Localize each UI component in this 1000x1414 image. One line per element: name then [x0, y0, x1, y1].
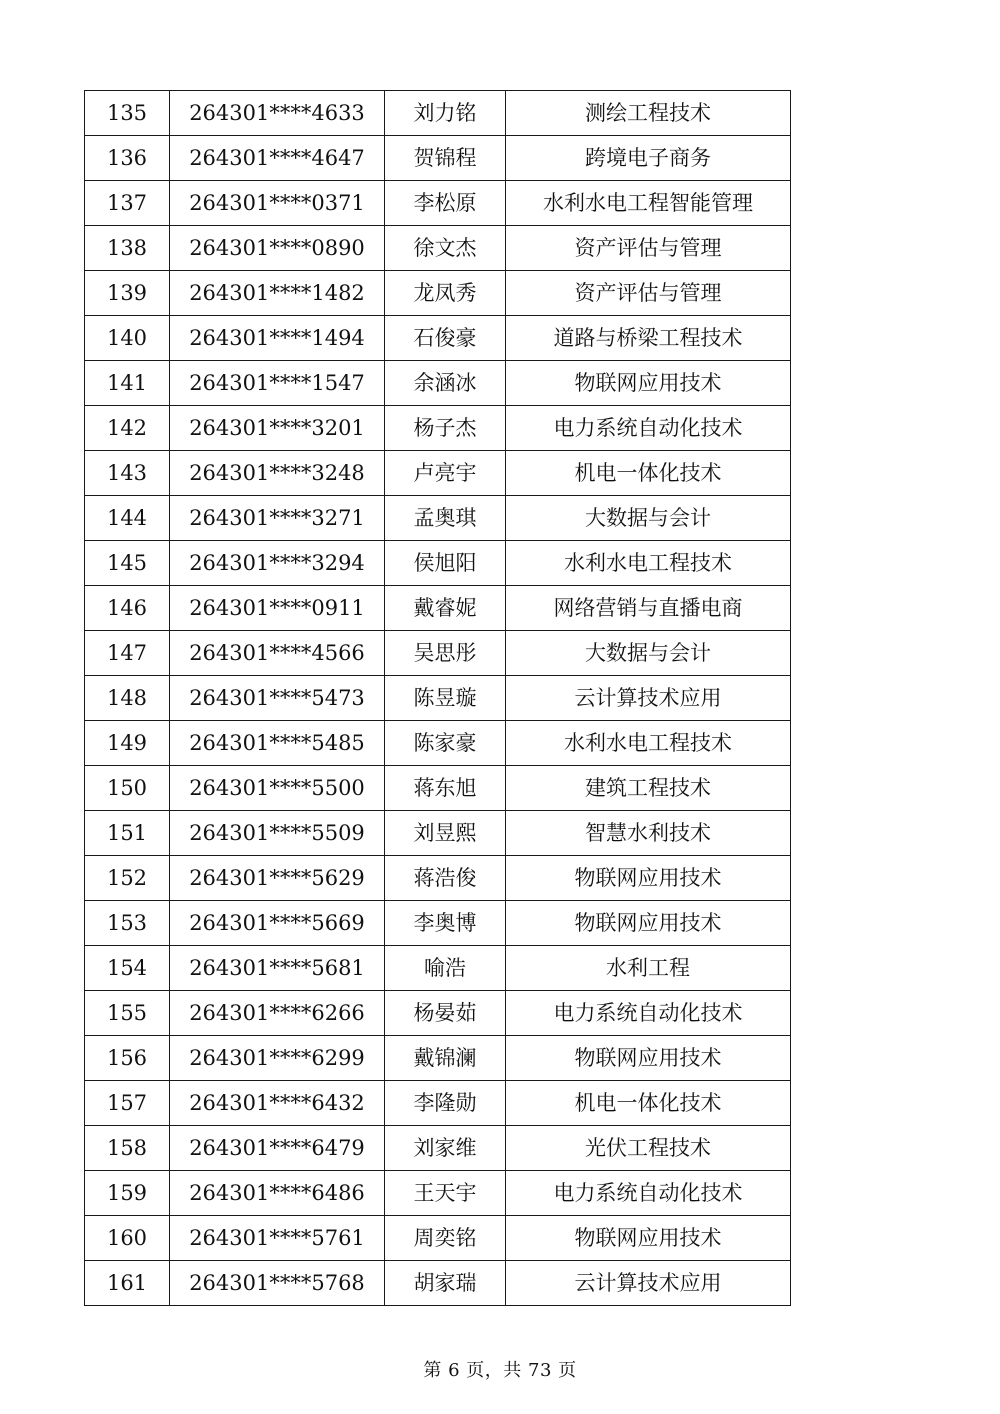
table-row — [85, 1081, 791, 1126]
row-number-cell: 154 — [85, 946, 170, 991]
major-cell: 资产评估与管理 — [506, 271, 791, 316]
major-cell: 水利水电工程技术 — [506, 721, 791, 766]
student-name-cell: 龙凤秀 — [385, 271, 506, 316]
row-number-cell: 143 — [85, 451, 170, 496]
major-cell: 物联网应用技术 — [506, 1216, 791, 1261]
table-row — [85, 181, 791, 226]
table-row — [85, 406, 791, 451]
table-row — [85, 766, 791, 811]
table-row — [85, 1261, 791, 1306]
student-name-cell: 余涵冰 — [385, 361, 506, 406]
major-cell: 建筑工程技术 — [506, 766, 791, 811]
student-id-cell: 264301****5509 — [170, 811, 385, 856]
row-number-cell: 147 — [85, 631, 170, 676]
major-cell: 光伏工程技术 — [506, 1126, 791, 1171]
table-row — [85, 1126, 791, 1171]
student-name-cell: 吴思彤 — [385, 631, 506, 676]
table-row — [85, 496, 791, 541]
student-name-cell: 刘力铭 — [385, 91, 506, 136]
row-number-cell: 159 — [85, 1171, 170, 1216]
student-name-cell: 胡家瑞 — [385, 1261, 506, 1306]
major-cell: 云计算技术应用 — [506, 1261, 791, 1306]
student-name-cell: 李隆勋 — [385, 1081, 506, 1126]
student-id-cell: 264301****1494 — [170, 316, 385, 361]
student-name-cell: 蒋东旭 — [385, 766, 506, 811]
student-id-cell: 264301****4566 — [170, 631, 385, 676]
row-number-cell: 142 — [85, 406, 170, 451]
student-name-cell: 喻浩 — [385, 946, 506, 991]
table-row — [85, 226, 791, 271]
student-name-cell: 李松原 — [385, 181, 506, 226]
table-row — [85, 856, 791, 901]
student-id-cell: 264301****1482 — [170, 271, 385, 316]
row-number-cell: 150 — [85, 766, 170, 811]
row-number-cell: 149 — [85, 721, 170, 766]
table-row — [85, 1171, 791, 1216]
major-cell: 测绘工程技术 — [506, 91, 791, 136]
student-name-cell: 刘昱熙 — [385, 811, 506, 856]
student-id-cell: 264301****4647 — [170, 136, 385, 181]
student-id-cell: 264301****5473 — [170, 676, 385, 721]
major-cell: 物联网应用技术 — [506, 361, 791, 406]
student-id-cell: 264301****5669 — [170, 901, 385, 946]
major-cell: 大数据与会计 — [506, 631, 791, 676]
student-id-cell: 264301****5761 — [170, 1216, 385, 1261]
major-cell: 大数据与会计 — [506, 496, 791, 541]
table-row — [85, 901, 791, 946]
roster-table — [84, 90, 791, 1306]
major-cell: 电力系统自动化技术 — [506, 991, 791, 1036]
table-row — [85, 271, 791, 316]
student-id-cell: 264301****5768 — [170, 1261, 385, 1306]
student-name-cell: 侯旭阳 — [385, 541, 506, 586]
major-cell: 道路与桥梁工程技术 — [506, 316, 791, 361]
major-cell: 水利工程 — [506, 946, 791, 991]
row-number-cell: 144 — [85, 496, 170, 541]
student-name-cell: 刘家维 — [385, 1126, 506, 1171]
row-number-cell: 158 — [85, 1126, 170, 1171]
page-footer: 第 6 页，共 73 页 — [423, 1360, 577, 1381]
table-row — [85, 541, 791, 586]
student-id-cell: 264301****3201 — [170, 406, 385, 451]
student-id-cell: 264301****6479 — [170, 1126, 385, 1171]
row-number-cell: 141 — [85, 361, 170, 406]
row-number-cell: 151 — [85, 811, 170, 856]
student-id-cell: 264301****6486 — [170, 1171, 385, 1216]
row-number-cell: 145 — [85, 541, 170, 586]
table-row — [85, 1036, 791, 1081]
table-row — [85, 631, 791, 676]
student-id-cell: 264301****6432 — [170, 1081, 385, 1126]
major-cell: 物联网应用技术 — [506, 901, 791, 946]
row-number-cell: 152 — [85, 856, 170, 901]
row-number-cell: 160 — [85, 1216, 170, 1261]
student-name-cell: 杨晏茹 — [385, 991, 506, 1036]
student-name-cell: 戴睿妮 — [385, 586, 506, 631]
major-cell: 跨境电子商务 — [506, 136, 791, 181]
row-number-cell: 135 — [85, 91, 170, 136]
student-name-cell: 陈家豪 — [385, 721, 506, 766]
table-row — [85, 1216, 791, 1261]
row-number-cell: 139 — [85, 271, 170, 316]
student-id-cell: 264301****5500 — [170, 766, 385, 811]
student-name-cell: 陈昱璇 — [385, 676, 506, 721]
table-row — [85, 676, 791, 721]
major-cell: 电力系统自动化技术 — [506, 1171, 791, 1216]
row-number-cell: 137 — [85, 181, 170, 226]
major-cell: 电力系统自动化技术 — [506, 406, 791, 451]
row-number-cell: 153 — [85, 901, 170, 946]
student-id-cell: 264301****0890 — [170, 226, 385, 271]
row-number-cell: 161 — [85, 1261, 170, 1306]
student-name-cell: 蒋浩俊 — [385, 856, 506, 901]
major-cell: 水利水电工程技术 — [506, 541, 791, 586]
student-id-cell: 264301****5681 — [170, 946, 385, 991]
table-row — [85, 721, 791, 766]
student-id-cell: 264301****0371 — [170, 181, 385, 226]
major-cell: 物联网应用技术 — [506, 856, 791, 901]
student-name-cell: 杨子杰 — [385, 406, 506, 451]
student-name-cell: 卢亮宇 — [385, 451, 506, 496]
row-number-cell: 155 — [85, 991, 170, 1036]
student-id-cell: 264301****3294 — [170, 541, 385, 586]
table-row — [85, 91, 791, 136]
major-cell: 云计算技术应用 — [506, 676, 791, 721]
student-id-cell: 264301****0911 — [170, 586, 385, 631]
table-row — [85, 361, 791, 406]
student-id-cell: 264301****4633 — [170, 91, 385, 136]
student-id-cell: 264301****6266 — [170, 991, 385, 1036]
student-name-cell: 周奕铭 — [385, 1216, 506, 1261]
major-cell: 资产评估与管理 — [506, 226, 791, 271]
table-row — [85, 811, 791, 856]
table-row — [85, 991, 791, 1036]
table-row — [85, 451, 791, 496]
row-number-cell: 148 — [85, 676, 170, 721]
row-number-cell: 136 — [85, 136, 170, 181]
student-name-cell: 孟奥琪 — [385, 496, 506, 541]
major-cell: 机电一体化技术 — [506, 451, 791, 496]
row-number-cell: 156 — [85, 1036, 170, 1081]
major-cell: 网络营销与直播电商 — [506, 586, 791, 631]
major-cell: 智慧水利技术 — [506, 811, 791, 856]
student-name-cell: 石俊豪 — [385, 316, 506, 361]
student-id-cell: 264301****3248 — [170, 451, 385, 496]
student-name-cell: 李奥博 — [385, 901, 506, 946]
roster-table-body — [85, 91, 791, 1306]
student-name-cell: 戴锦澜 — [385, 1036, 506, 1081]
major-cell: 物联网应用技术 — [506, 1036, 791, 1081]
major-cell: 机电一体化技术 — [506, 1081, 791, 1126]
student-id-cell: 264301****3271 — [170, 496, 385, 541]
student-id-cell: 264301****5629 — [170, 856, 385, 901]
major-cell: 水利水电工程智能管理 — [506, 181, 791, 226]
row-number-cell: 157 — [85, 1081, 170, 1126]
student-name-cell: 王天宇 — [385, 1171, 506, 1216]
student-id-cell: 264301****6299 — [170, 1036, 385, 1081]
table-row — [85, 316, 791, 361]
student-id-cell: 264301****1547 — [170, 361, 385, 406]
table-row — [85, 946, 791, 991]
table-row — [85, 586, 791, 631]
table-row — [85, 136, 791, 181]
row-number-cell: 146 — [85, 586, 170, 631]
student-id-cell: 264301****5485 — [170, 721, 385, 766]
student-name-cell: 贺锦程 — [385, 136, 506, 181]
row-number-cell: 138 — [85, 226, 170, 271]
student-name-cell: 徐文杰 — [385, 226, 506, 271]
row-number-cell: 140 — [85, 316, 170, 361]
